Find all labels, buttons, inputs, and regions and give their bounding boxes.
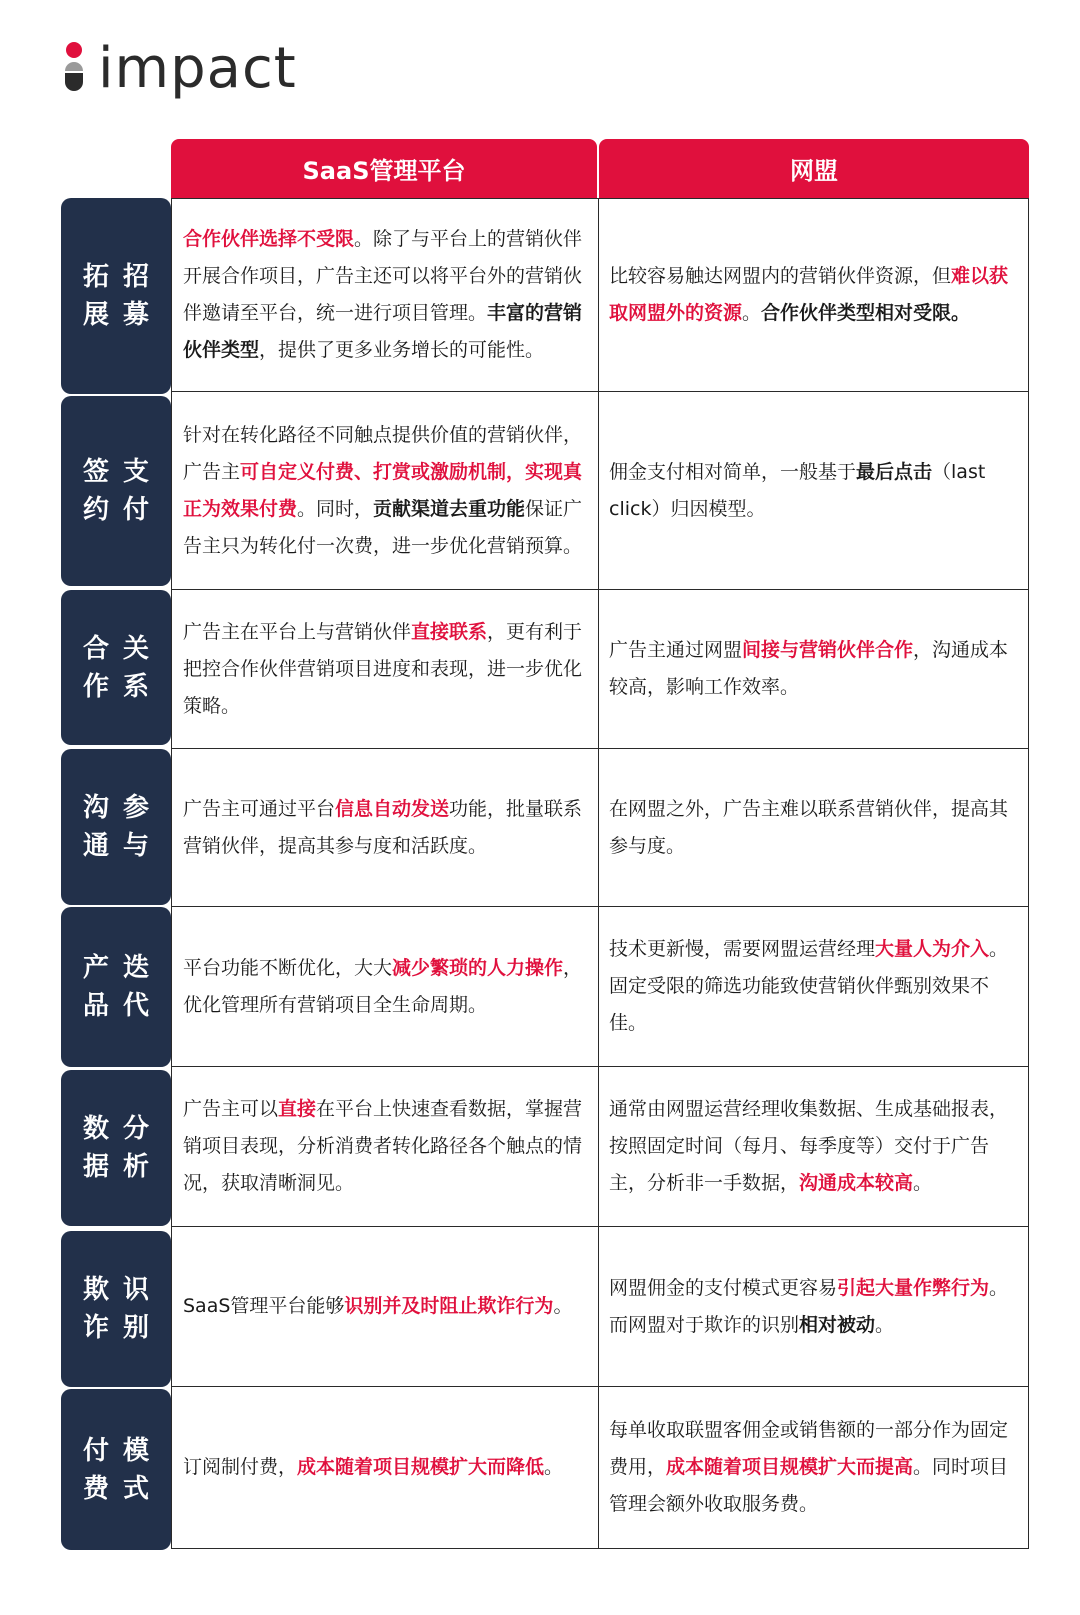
text-segment: 技术更新慢，需要网盟运营经理 bbox=[609, 938, 876, 960]
category-label bbox=[61, 1231, 171, 1387]
text-segment: 广告主可以 bbox=[183, 1098, 279, 1120]
text-segment: 通常由网盟运营经理收集数据、生成基础报表，按照固定时间（每月、每季度等）交付于广告主，分析非一手数据， bbox=[609, 1098, 1009, 1194]
highlight-text: 大量人为介入 bbox=[875, 938, 990, 960]
highlight-text: 直接 bbox=[278, 1098, 317, 1120]
cell-text bbox=[609, 1091, 1017, 1202]
text-segment: （last click）归因模型。 bbox=[609, 460, 986, 520]
category-char: 沟 bbox=[82, 793, 109, 823]
highlight-text: 成本随着项目规模扩大而提高 bbox=[666, 1456, 914, 1478]
category-char: 参 bbox=[122, 793, 149, 823]
category-char: 析 bbox=[122, 1152, 149, 1182]
text-segment: 网盟佣金的支付模式更容易 bbox=[609, 1276, 838, 1299]
text-segment: ，更有利于把控合作伙伴营销项目进度和表现，进一步优化策略。 bbox=[183, 620, 583, 717]
highlight-text: 成本随着项目规模扩大而降低 bbox=[297, 1456, 545, 1478]
cell-text bbox=[609, 258, 1017, 332]
highlight-text: 信息自动发送 bbox=[335, 797, 450, 820]
saas-cell bbox=[171, 392, 599, 590]
category-char: 据 bbox=[82, 1152, 109, 1182]
network-cell bbox=[598, 1387, 1029, 1549]
category-label bbox=[61, 749, 171, 905]
category-char: 招 bbox=[122, 262, 149, 292]
category-label bbox=[61, 396, 171, 586]
text-segment: 订阅制付费， bbox=[183, 1456, 298, 1478]
text-segment: 。而网盟对于欺诈的识别 bbox=[609, 1276, 1009, 1336]
bold-text: 最后点击 bbox=[856, 460, 933, 483]
text-segment: 保证广告主只为转化付一次费，进一步优化营销预算。 bbox=[183, 497, 583, 557]
text-segment: 。 bbox=[742, 302, 762, 324]
network-cell bbox=[598, 1227, 1029, 1387]
text-segment: 。同时， bbox=[297, 497, 374, 520]
highlight-text: 难以获取网盟外的资源 bbox=[609, 265, 1009, 324]
cell-text bbox=[183, 417, 587, 565]
cell-text bbox=[609, 1270, 1017, 1344]
saas-cell bbox=[171, 1387, 599, 1549]
category-char: 付 bbox=[122, 495, 149, 525]
text-segment: 。同时项目管理会额外收取服务费。 bbox=[609, 1456, 1009, 1515]
bold-text: 相对被动 bbox=[799, 1313, 876, 1336]
category-char: 系 bbox=[122, 671, 149, 702]
category-char: 费 bbox=[82, 1473, 109, 1504]
category-char: 代 bbox=[122, 991, 149, 1021]
saas-cell bbox=[171, 749, 599, 907]
cell-text bbox=[183, 950, 587, 1024]
category-char: 签 bbox=[82, 457, 109, 487]
category-label bbox=[61, 1070, 171, 1226]
bold-text: 贡献渠道去重功能 bbox=[373, 497, 526, 520]
network-cell bbox=[598, 907, 1029, 1067]
category-char: 别 bbox=[122, 1313, 149, 1343]
text-segment: SaaS管理平台能够 bbox=[183, 1295, 345, 1317]
category-char: 欺 bbox=[82, 1275, 109, 1305]
category-char: 合 bbox=[82, 633, 109, 664]
category-char: 展 bbox=[82, 300, 109, 330]
highlight-text: 合作伙伴选择不受限 bbox=[183, 228, 355, 250]
network-cell bbox=[598, 198, 1029, 392]
category-char: 识 bbox=[122, 1275, 149, 1305]
cell-text bbox=[183, 1091, 587, 1202]
category-char: 通 bbox=[82, 831, 109, 861]
text-segment: 广告主在平台上与营销伙伴 bbox=[183, 620, 412, 643]
text-segment: 佣金支付相对简单，一般基于 bbox=[609, 460, 857, 483]
cell-text bbox=[183, 791, 587, 865]
text-segment: 广告主通过网盟 bbox=[609, 639, 743, 661]
category-char: 数 bbox=[82, 1114, 109, 1144]
text-segment: 广告主可通过平台 bbox=[183, 797, 336, 820]
header-network: 网盟 bbox=[599, 139, 1029, 198]
text-segment: 功能，批量联系营销伙伴，提高其参与度和活跃度。 bbox=[183, 797, 583, 857]
category-label bbox=[61, 907, 171, 1067]
bold-text: 合作伙伴类型相对受限。 bbox=[761, 302, 971, 324]
text-segment: 平台功能不断优化，大大 bbox=[183, 956, 393, 979]
category-char: 品 bbox=[82, 991, 109, 1021]
category-label bbox=[61, 590, 171, 745]
text-segment: 比较容易触达网盟内的营销伙伴资源，但 bbox=[609, 265, 952, 287]
saas-cell bbox=[171, 198, 599, 392]
logo-text: impact bbox=[98, 36, 297, 101]
category-char: 支 bbox=[122, 457, 149, 487]
text-segment: 。固定受限的筛选功能致使营销伙伴甄别效果不佳。 bbox=[609, 938, 1009, 1034]
text-segment: ，沟通成本较高，影响工作效率。 bbox=[609, 639, 1009, 698]
text-segment: 。除了与平台上的营销伙伴开展合作项目，广告主还可以将平台外的营销伙伴邀请至平台，统一进行项目管理。 bbox=[183, 228, 583, 324]
network-cell bbox=[598, 1067, 1029, 1227]
highlight-text: 可自定义付费、打赏或激励机制，实现真正为效果付费 bbox=[183, 460, 583, 520]
category-char: 分 bbox=[122, 1114, 149, 1144]
saas-cell bbox=[171, 1227, 599, 1387]
category-char: 募 bbox=[122, 300, 149, 330]
text-segment: 。 bbox=[544, 1456, 564, 1478]
highlight-text: 沟通成本较高 bbox=[799, 1172, 914, 1194]
cell-text bbox=[183, 221, 587, 369]
cell-text bbox=[609, 791, 1017, 865]
category-char: 迭 bbox=[122, 953, 149, 983]
text-segment: 每单收取联盟客佣金或销售额的一部分作为固定费用， bbox=[609, 1419, 1009, 1478]
saas-cell bbox=[171, 907, 599, 1067]
category-char: 付 bbox=[82, 1435, 109, 1466]
category-label bbox=[61, 198, 171, 394]
cell-text bbox=[183, 1449, 587, 1486]
highlight-text: 减少繁琐的人力操作 bbox=[392, 956, 564, 979]
network-cell bbox=[598, 590, 1029, 749]
cell-text bbox=[183, 614, 587, 725]
network-cell bbox=[598, 392, 1029, 590]
cell-text bbox=[183, 1288, 587, 1325]
cell-text bbox=[609, 454, 1017, 528]
text-segment: 针对在转化路径不同触点提供价值的营销伙伴，广告主 bbox=[183, 423, 583, 483]
category-char: 拓 bbox=[82, 262, 109, 292]
text-segment: 。 bbox=[913, 1172, 933, 1194]
text-segment: 在网盟之外，广告主难以联系营销伙伴，提高其参与度。 bbox=[609, 797, 1009, 857]
category-char: 与 bbox=[122, 831, 149, 861]
category-char: 约 bbox=[82, 495, 109, 525]
saas-cell bbox=[171, 1067, 599, 1227]
category-char: 产 bbox=[82, 953, 109, 983]
cell-text bbox=[609, 931, 1017, 1042]
impact-logo bbox=[64, 34, 297, 104]
highlight-text: 间接与营销伙伴合作 bbox=[742, 639, 914, 661]
cell-text bbox=[609, 632, 1017, 706]
text-segment: 在平台上快速查看数据，掌握营销项目表现，分析消费者转化路径各个触点的情况，获取清晰洞见。 bbox=[183, 1098, 583, 1194]
text-segment: 。 bbox=[875, 1313, 895, 1336]
category-char: 模 bbox=[122, 1435, 149, 1466]
bold-text: 丰富的营销伙伴类型 bbox=[183, 302, 583, 361]
category-char: 式 bbox=[122, 1473, 149, 1504]
network-cell bbox=[598, 749, 1029, 907]
header-saas: SaaS管理平台 bbox=[171, 139, 597, 198]
saas-cell bbox=[171, 590, 599, 749]
cell-text bbox=[609, 1412, 1017, 1523]
category-char: 作 bbox=[82, 671, 109, 702]
highlight-text: 引起大量作弊行为 bbox=[837, 1276, 990, 1299]
text-segment: 。 bbox=[553, 1295, 573, 1317]
category-label bbox=[61, 1389, 171, 1550]
highlight-text: 识别并及时阻止欺诈行为 bbox=[344, 1295, 554, 1317]
text-segment: ，提供了更多业务增长的可能性。 bbox=[259, 339, 545, 361]
logo-mark-icon bbox=[64, 42, 84, 96]
category-char: 关 bbox=[122, 633, 149, 664]
text-segment: ，优化管理所有营销项目全生命周期。 bbox=[183, 956, 583, 1016]
highlight-text: 直接联系 bbox=[411, 620, 488, 643]
category-char: 诈 bbox=[82, 1313, 109, 1343]
